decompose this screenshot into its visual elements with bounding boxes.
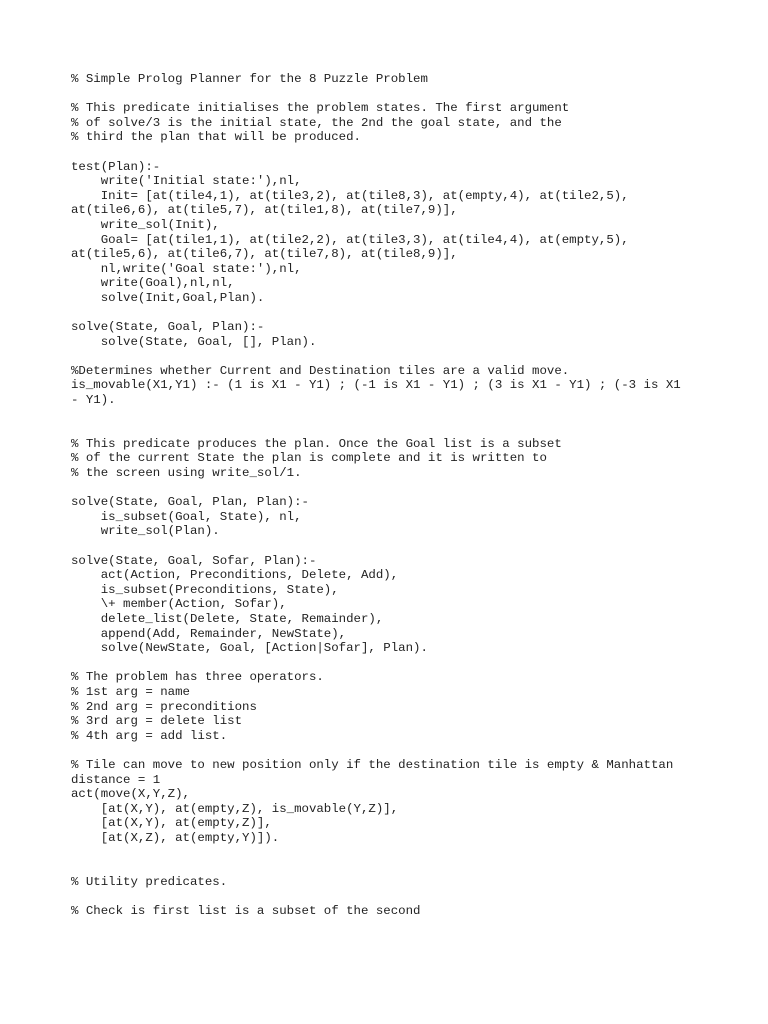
code-line: % Check is first list is a subset of the second (71, 903, 421, 918)
code-line: [at(X,Y), at(empty,Z), is_movable(Y,Z)], (71, 801, 399, 816)
code-line (71, 306, 711, 321)
code-line: write_sol(Plan). (71, 524, 220, 539)
code-line: is_subset(Preconditions, State), (71, 582, 339, 597)
code-line: delete_list(Delete, State, Remainder), (71, 611, 384, 626)
code-line: Goal= [at(tile1,1), at(tile2,2), at(tile3,3), at(tile4,4), at(empty,5), (71, 232, 629, 247)
code-line (71, 889, 711, 904)
code-line: solve(Init,Goal,Plan). (71, 290, 265, 305)
code-line: solve(State, Goal, [], Plan). (71, 334, 317, 349)
code-line (71, 539, 711, 554)
code-line: is_subset(Goal, State), nl, (71, 509, 302, 524)
code-line: write_sol(Init), (71, 217, 220, 232)
code-line (71, 743, 711, 758)
code-line: solve(State, Goal, Sofar, Plan):- (71, 553, 317, 568)
code-line: % Simple Prolog Planner for the 8 Puzzle Problem (71, 72, 428, 86)
code-line (71, 349, 711, 364)
code-line: [at(X,Y), at(empty,Z)], (71, 816, 272, 831)
code-line (71, 656, 711, 671)
code-line: [at(X,Z), at(empty,Y)]). (71, 830, 280, 845)
code-line: append(Add, Remainder, NewState), (71, 626, 347, 641)
code-line: %Determines whether Current and Destination tiles are a valid move. (71, 363, 570, 378)
code-line: % the screen using write_sol/1. (71, 466, 302, 481)
code-line: % Tile can move to new position only if the destination tile is empty & Manhattan (71, 757, 674, 772)
code-line (71, 422, 711, 437)
code-line (71, 87, 711, 102)
code-line: is_movable(X1,Y1) :- (1 is X1 - Y1) ; (-1 is X1 - Y1) ; (3 is X1 - Y1) ; (-3 is X1 (71, 378, 681, 393)
code-line: solve(State, Goal, Plan, Plan):- (71, 495, 309, 510)
code-line: \+ member(Action, Sofar), (71, 597, 287, 612)
code-line: write('Initial state:'),nl, (71, 174, 302, 189)
code-line: at(tile5,6), at(tile6,7), at(tile7,8), at(tile8,9)], (71, 247, 458, 262)
code-line (71, 145, 711, 160)
code-line: % The problem has three operators. (71, 670, 324, 685)
code-line: % 1st arg = name (71, 684, 190, 699)
code-line: act(Action, Preconditions, Delete, Add), (71, 568, 399, 583)
code-line: solve(NewState, Goal, [Action|Sofar], Plan). (71, 641, 428, 656)
code-line: % third the plan that will be produced. (71, 130, 361, 145)
code-line: - Y1). (71, 393, 116, 408)
code-line: act(move(X,Y,Z), (71, 787, 190, 802)
code-line: distance = 1 (71, 772, 161, 787)
code-line: write(Goal),nl,nl, (71, 276, 235, 291)
code-line: % 4th arg = add list. (71, 728, 228, 743)
code-line: at(tile6,6), at(tile5,7), at(tile1,8), at(tile7,9)], (71, 203, 458, 218)
code-line: test(Plan):- (71, 159, 161, 174)
code-listing (71, 72, 711, 918)
code-line: % Utility predicates. (71, 874, 228, 889)
code-line: solve(State, Goal, Plan):- (71, 320, 265, 335)
code-line: % This predicate initialises the problem states. The first argument (71, 101, 570, 116)
code-line: % of solve/3 is the initial state, the 2nd the goal state, and the (71, 115, 562, 130)
code-line: % of the current State the plan is complete and it is written to (71, 451, 547, 466)
code-line (71, 408, 711, 423)
code-line: % 3rd arg = delete list (71, 714, 243, 729)
code-line: nl,write('Goal state:'),nl, (71, 261, 302, 276)
code-line: % This predicate produces the plan. Once the Goal list is a subset (71, 436, 562, 451)
code-line: Init= [at(tile4,1), at(tile3,2), at(tile8,3), at(empty,4), at(tile2,5), (71, 188, 629, 203)
code-line (71, 845, 711, 860)
code-line: % 2nd arg = preconditions (71, 699, 257, 714)
code-line (71, 860, 711, 875)
code-line (71, 481, 711, 496)
